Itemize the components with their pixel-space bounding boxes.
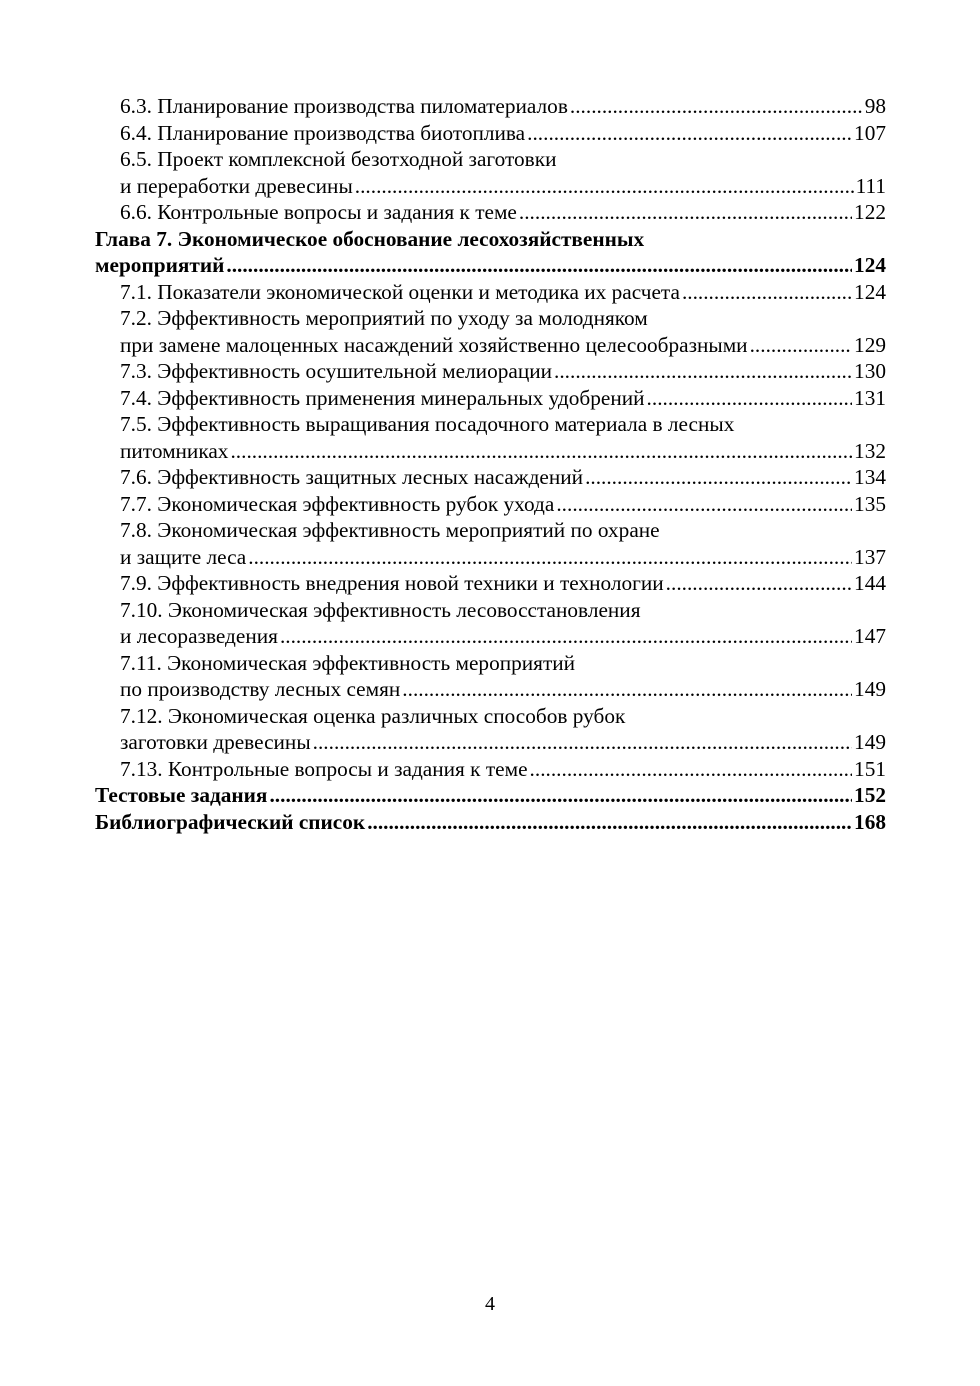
toc-entry-page: 152 bbox=[854, 783, 886, 807]
dot-leader bbox=[570, 93, 863, 120]
toc-entry-title: Тестовые задания bbox=[95, 783, 268, 807]
dot-leader bbox=[527, 120, 852, 147]
toc-entry bbox=[95, 570, 886, 597]
toc-entry-page: 137 bbox=[854, 544, 886, 569]
toc-entry-title-line: 7.2. Эффективность мероприятий по уходу за молодняком bbox=[120, 306, 648, 330]
dot-leader bbox=[554, 358, 852, 385]
toc-entry-title: 7.9. Эффективность внедрения новой техники и технологии bbox=[120, 571, 664, 595]
toc-entry bbox=[95, 809, 886, 836]
toc-entry-page: 124 bbox=[854, 279, 886, 304]
toc-entry bbox=[95, 279, 886, 306]
toc-entry bbox=[95, 491, 886, 518]
dot-leader bbox=[556, 491, 852, 518]
toc-entry-title: 7.1. Показатели экономической оценки и методика их расчета bbox=[120, 279, 680, 304]
dot-leader bbox=[367, 809, 852, 836]
toc-entry-title: и переработки древесины bbox=[120, 173, 353, 198]
toc-entry-title: 7.7. Экономическая эффективность рубок ухода bbox=[120, 491, 555, 516]
toc-entry-line bbox=[120, 544, 886, 571]
dot-leader bbox=[666, 570, 852, 597]
dot-leader bbox=[313, 729, 852, 756]
toc-entry bbox=[95, 517, 886, 570]
toc-entry bbox=[95, 703, 886, 756]
toc-entry-title: по производству лесных семян bbox=[120, 677, 401, 701]
toc-entry-line bbox=[95, 809, 886, 836]
toc-entry-line bbox=[120, 570, 886, 597]
toc-entry-page: 149 bbox=[854, 677, 886, 701]
toc-entry-title: питомниках bbox=[120, 438, 229, 463]
toc-entry-title: и лесоразведения bbox=[120, 624, 278, 648]
dot-leader bbox=[530, 756, 853, 783]
toc-entry-line bbox=[120, 173, 886, 200]
toc-entry-line bbox=[120, 120, 886, 147]
dot-leader bbox=[647, 385, 853, 412]
toc-entry bbox=[95, 756, 886, 783]
dot-leader bbox=[585, 464, 852, 491]
toc-entry bbox=[95, 305, 886, 358]
toc-entry-title: 6.6. Контрольные вопросы и задания к теме bbox=[120, 200, 517, 224]
dot-leader bbox=[750, 332, 852, 359]
toc-entry-line bbox=[120, 676, 886, 703]
toc-entry-line bbox=[120, 279, 886, 306]
toc-entry-title: 6.4. Планирование производства биотоплива bbox=[120, 120, 526, 145]
toc-entry bbox=[95, 146, 886, 199]
toc-entry-title: 7.3. Эффективность осушительной мелиорации bbox=[120, 359, 553, 383]
toc-entry bbox=[95, 411, 886, 464]
toc-entry bbox=[95, 597, 886, 650]
toc-entry-title: 7.13. Контрольные вопросы и задания к теме bbox=[120, 756, 528, 781]
toc-entry bbox=[95, 120, 886, 147]
toc-entry-page: 131 bbox=[854, 385, 886, 410]
toc-entry-page: 111 bbox=[855, 173, 886, 198]
toc-entry-title: Библиографический список bbox=[95, 809, 366, 834]
dot-leader bbox=[355, 173, 854, 200]
dot-leader bbox=[269, 782, 852, 809]
toc-entry-line bbox=[120, 358, 886, 385]
toc-entry bbox=[95, 358, 886, 385]
toc-entry bbox=[95, 464, 886, 491]
toc-entry-title: и защите леса bbox=[120, 544, 247, 569]
dot-leader bbox=[230, 438, 852, 465]
toc-entry-line bbox=[95, 782, 886, 809]
toc-entry-line bbox=[120, 491, 886, 518]
toc-entry-page: 168 bbox=[854, 809, 886, 834]
toc-entry-page: 135 bbox=[854, 491, 886, 516]
toc-entry-line bbox=[120, 729, 886, 756]
toc-entry-page: 134 bbox=[854, 465, 886, 489]
toc-entry-page: 124 bbox=[854, 253, 886, 277]
dot-leader bbox=[519, 199, 852, 226]
toc-entry bbox=[95, 93, 886, 120]
toc-entry-page: 132 bbox=[854, 438, 886, 463]
toc-entry-title: мероприятий bbox=[95, 253, 225, 277]
toc-entry-title-line: 7.8. Экономическая эффективность мероприятий по охране bbox=[120, 518, 660, 542]
toc-entry-page: 151 bbox=[854, 756, 886, 781]
toc-entry bbox=[95, 199, 886, 226]
dot-leader bbox=[248, 544, 852, 571]
page-number: 4 bbox=[485, 1293, 495, 1315]
toc-entry-title-line: Глава 7. Экономическое обоснование лесохозяйственных bbox=[95, 226, 645, 251]
toc-entry-title-line: 7.11. Экономическая эффективность мероприятий bbox=[120, 650, 576, 675]
toc-entry-line bbox=[120, 332, 886, 359]
toc-entry-title-line: 7.10. Экономическая эффективность лесовосстановления bbox=[120, 597, 641, 622]
toc-entry-line bbox=[120, 623, 886, 650]
toc-entry-title: заготовки древесины bbox=[120, 730, 311, 754]
toc-entry-line bbox=[120, 199, 886, 226]
dot-leader bbox=[280, 623, 852, 650]
toc-entry bbox=[95, 385, 886, 412]
toc-entry-page: 130 bbox=[854, 359, 886, 383]
toc-entry-line bbox=[120, 385, 886, 412]
dot-leader bbox=[682, 279, 852, 306]
toc-entry bbox=[95, 226, 886, 279]
toc-entry-line bbox=[120, 438, 886, 465]
toc-entry-title: при замене малоценных насаждений хозяйственно целесообразными bbox=[120, 332, 748, 357]
toc-entry-title: 7.6. Эффективность защитных лесных насаждений bbox=[120, 465, 584, 489]
toc-entry-page: 129 bbox=[854, 332, 886, 357]
toc-entry-line bbox=[120, 93, 886, 120]
toc-entry-title-line: 7.5. Эффективность выращивания посадочного материала в лесных bbox=[120, 412, 735, 436]
toc-entry-page: 122 bbox=[854, 200, 886, 224]
toc-entry-page: 98 bbox=[864, 94, 886, 118]
toc-entry-page: 144 bbox=[854, 571, 886, 595]
toc-entry-page: 149 bbox=[854, 730, 886, 754]
toc-entry-title-line: 7.12. Экономическая оценка различных способов рубок bbox=[120, 703, 626, 728]
toc-entry-title-line: 6.5. Проект комплексной безотходной заготовки bbox=[120, 147, 557, 171]
toc-entry-title: 6.3. Планирование производства пиломатериалов bbox=[120, 94, 568, 118]
dot-leader bbox=[226, 252, 852, 279]
toc-entry bbox=[95, 782, 886, 809]
dot-leader bbox=[402, 676, 852, 703]
toc-entry bbox=[95, 650, 886, 703]
toc-entry-line bbox=[120, 464, 886, 491]
table-of-contents bbox=[95, 93, 886, 835]
toc-entry-line bbox=[95, 252, 886, 279]
toc-entry-page: 147 bbox=[854, 624, 886, 648]
toc-entry-title: 7.4. Эффективность применения минеральных удобрений bbox=[120, 385, 645, 410]
toc-entry-page: 107 bbox=[854, 120, 886, 145]
toc-entry-line bbox=[120, 756, 886, 783]
